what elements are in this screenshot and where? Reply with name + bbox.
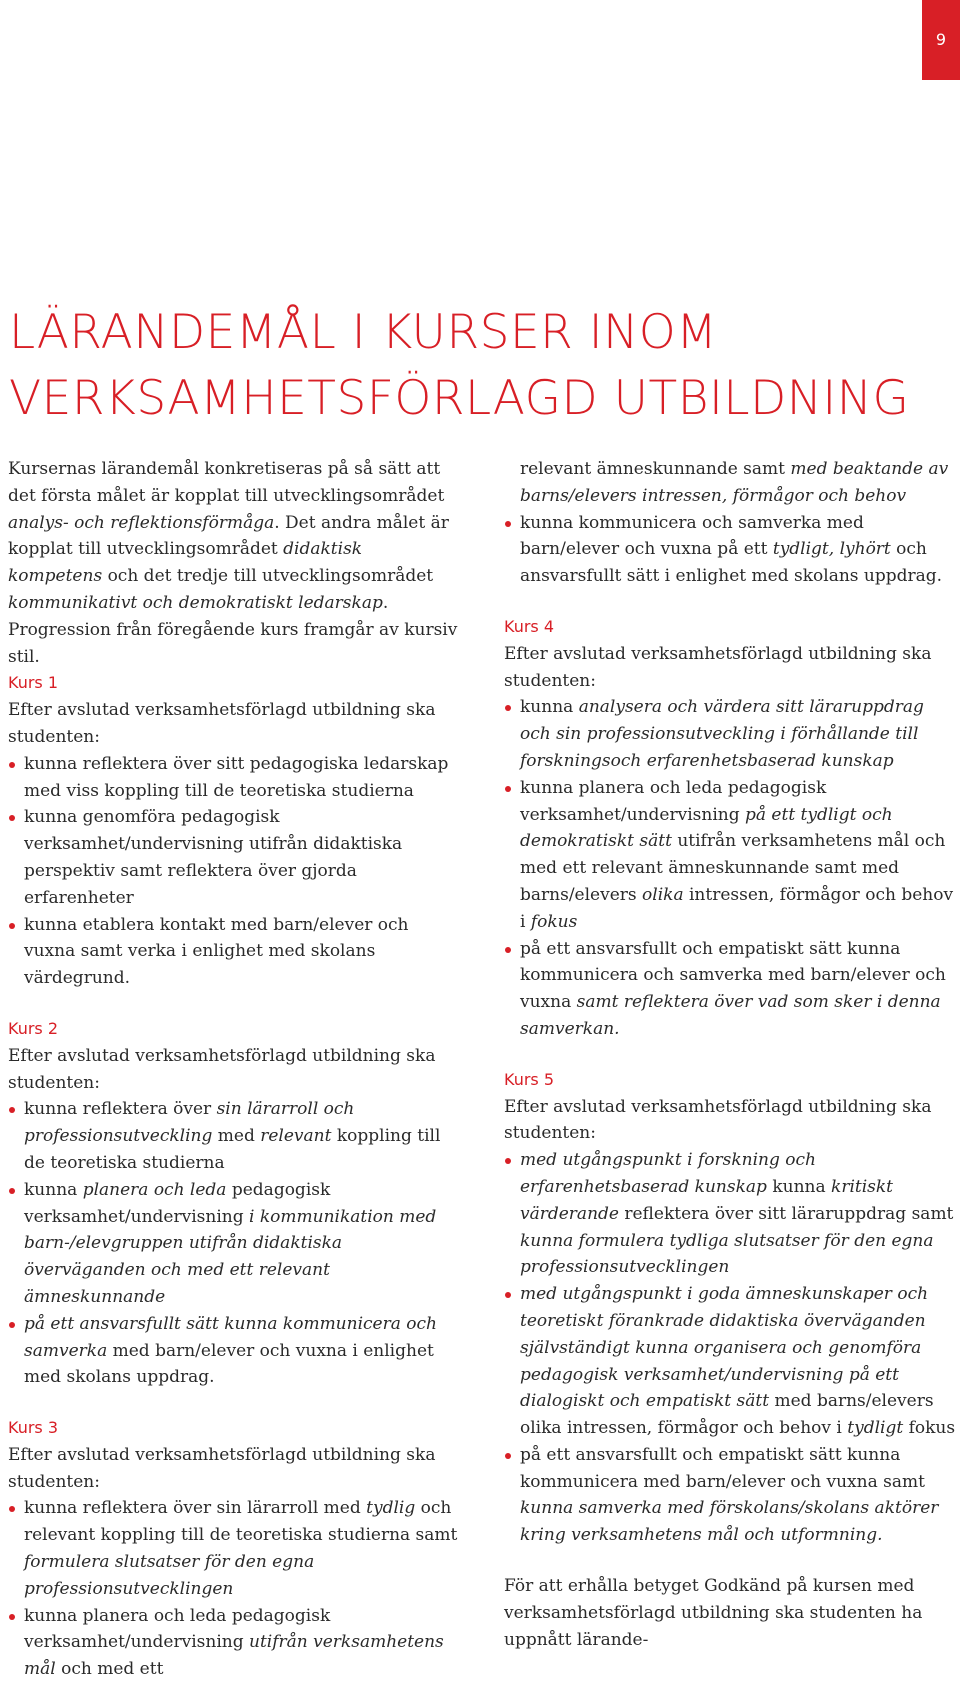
- text-run: kunna: [766, 1176, 832, 1197]
- page-number: 9: [935, 30, 947, 49]
- right-column: [504, 456, 956, 1653]
- italic-text-run: med utgångspunkt i forskning och erfarenhetsbaserad kunskap: [520, 1150, 816, 1197]
- italic-text-run: på ett tydligt och demokratiskt sätt: [520, 804, 893, 852]
- course-3-lead: Efter avslutad verksamhetsförlagd utbildning ska studenten:: [8, 1444, 436, 1492]
- goal-list-item: [8, 804, 460, 911]
- italic-text-run: analysera och värdera sitt läraruppdrag och sin professionsutveckling i förhållande till forskningsoch erfarenhetsbaserad kunskap: [520, 697, 924, 771]
- page-number-tab: [922, 0, 960, 80]
- text-run: Kursernas lärandemål konkretiseras på så sätt att det första målet är kopplat till utvecklingsområdet: [8, 459, 445, 506]
- text-run: koppling till de teoretiska studierna: [24, 1126, 441, 1173]
- italic-text-run: i kommunikation med barn-/elevgruppen utifrån didaktiska överväganden och med ett relevant ämneskunnande: [24, 1206, 437, 1307]
- course-5-lead: Efter avslutad verksamhetsförlagd utbildning ska studenten:: [504, 1096, 932, 1144]
- page-title-line-2: VERKSAMHETSFÖRLAGD UTBILDNING: [9, 371, 910, 426]
- text-run: och det tredje till utvecklingsområdet: [102, 566, 434, 587]
- course-3-continuation: [504, 456, 956, 590]
- text-run: pedagogisk verksamhet/undervisning: [24, 1179, 331, 1227]
- italic-text-run: formulera slutsatser för den egna professionsutvecklingen: [24, 1552, 315, 1599]
- course-3-heading: Kurs 3: [8, 1418, 59, 1438]
- italic-text-run: olika: [642, 884, 684, 905]
- course-1-section: [8, 670, 460, 992]
- text-run: kunna: [520, 697, 579, 718]
- text-run: fokus: [903, 1418, 956, 1439]
- course-2-heading: Kurs 2: [8, 1018, 59, 1038]
- italic-text-run: med utgångspunkt i goda ämneskunskaper och teoretiskt förankrade didaktiska överväganden självständigt kunna organisera och genomföra pedagogisk verksamhet/undervisning på ett dialogiskt och empatiskt sätt: [520, 1284, 929, 1412]
- italic-text-run: analys- och reflektionsförmåga: [8, 512, 275, 533]
- text-run: och relevant koppling till de teoretiska studierna samt: [24, 1498, 458, 1546]
- course-4-lead: Efter avslutad verksamhetsförlagd utbildning ska studenten:: [504, 643, 932, 691]
- text-run: . Progression från föregående kurs framgår av kursiv stil.: [8, 592, 458, 667]
- italic-text-run: kunna formulera tydliga slutsatser för den egna professionsutvecklingen: [520, 1230, 934, 1278]
- goal-list-item: [504, 510, 956, 590]
- course-3-continuation-text: [504, 456, 956, 510]
- italic-text-run: relevant: [260, 1126, 332, 1147]
- course-5-section: [504, 1067, 956, 1549]
- italic-text-run: kritiskt värderande: [520, 1176, 894, 1224]
- text-run: kunna genomföra pedagogisk verksamhet/undervisning utifrån didaktiska perspektiv samt reflektera över gjorda erfarenheter: [24, 807, 403, 908]
- italic-text-run: samt reflektera över vad som sker i denna samverkan.: [520, 992, 941, 1039]
- course-5-goals: [504, 1147, 956, 1549]
- text-run: på ett ansvarsfullt och empatiskt sätt kunna kommunicera och samverka med barn/elever och vuxna: [520, 938, 946, 1013]
- text-run: och med ett: [55, 1659, 164, 1680]
- italic-text-run: på ett ansvarsfullt sätt kunna kommunicera och samverka: [24, 1313, 437, 1361]
- text-run: och ansvarsfullt sätt i enlighet med skolans uppdrag.: [520, 539, 943, 587]
- goal-list-item: [504, 775, 956, 936]
- italic-text-run: sin lärarroll och professionsutveckling: [24, 1099, 355, 1147]
- course-3-section: [8, 1415, 460, 1683]
- course-4-section: [504, 614, 956, 1043]
- course-1-lead: Efter avslutad verksamhetsförlagd utbildning ska studenten:: [8, 700, 436, 747]
- text-run: på ett ansvarsfullt och empatiskt sätt kunna kommunicera med barn/elever och vuxna samt: [520, 1444, 925, 1492]
- italic-text-run: utifrån verksamhetens mål: [24, 1632, 444, 1680]
- text-run: utifrån verksamhetens mål och med ett relevant ämneskunnande samt med barns/elevers: [520, 831, 946, 905]
- course-4-goals: [504, 694, 956, 1042]
- text-run: kunna planera och leda pedagogisk verksamhet/undervisning: [24, 1605, 331, 1653]
- course-2-lead: Efter avslutad verksamhetsförlagd utbildning ska studenten:: [8, 1045, 436, 1093]
- text-run: med barn/elever och vuxna i enlighet med skolans uppdrag.: [24, 1340, 434, 1388]
- goal-list-item: [8, 1311, 460, 1391]
- text-run: kunna planera och leda pedagogisk verksamhet/undervisning: [520, 777, 827, 825]
- italic-text-run: kommunikativt och demokratiskt ledarskap: [8, 592, 383, 613]
- text-run: kunna reflektera över: [24, 1099, 217, 1120]
- text-run: kunna kommunicera och samverka med barn/elever och vuxna på ett: [520, 512, 864, 560]
- goal-list-item: [8, 751, 460, 805]
- course-4-heading: Kurs 4: [504, 616, 555, 636]
- left-column: [8, 456, 460, 1707]
- course-5-heading: Kurs 5: [504, 1069, 555, 1089]
- goal-list-item: [504, 1281, 956, 1442]
- italic-text-run: med beaktande av barns/elevers intressen, förmågor och behov: [520, 459, 949, 506]
- page-title-line-1: LÄRANDEMÅL I KURSER INOM: [9, 305, 718, 360]
- goal-list-item: [504, 936, 956, 1043]
- course-3-goals: [8, 1495, 460, 1683]
- italic-text-run: didaktisk kompetens: [8, 539, 363, 587]
- text-run: . Det andra målet är kopplat till utvecklingsområdet: [8, 512, 449, 560]
- text-run: kunna reflektera över sitt pedagogiska ledarskap med viss koppling till de teoretiska studierna: [24, 753, 449, 801]
- text-run: relevant ämneskunnande samt: [520, 459, 791, 479]
- goal-list-item: [504, 1147, 956, 1281]
- text-run: kunna: [24, 1179, 83, 1200]
- goal-list-item: [504, 694, 956, 774]
- course-2-section: [8, 1016, 460, 1391]
- text-run: med: [212, 1126, 261, 1147]
- course-1-heading: Kurs 1: [8, 673, 59, 693]
- text-run: kunna etablera kontakt med barn/elever och vuxna samt verka i enlighet med skolans värdegrund.: [24, 914, 409, 989]
- goal-list-item: [504, 1442, 956, 1549]
- text-run: med barns/elevers olika intressen, förmågor och behov i: [520, 1391, 934, 1439]
- course-1-goals: [8, 751, 460, 992]
- italic-text-run: kunna samverka med förskolans/skolans aktörer kring verksamhetens mål och utformning.: [520, 1498, 939, 1546]
- italic-text-run: tydligt: [847, 1418, 904, 1439]
- text-run: reflektera över sitt läraruppdrag samt: [618, 1203, 954, 1224]
- italic-text-run: planera och leda: [82, 1179, 227, 1200]
- italic-text-run: fokus: [530, 911, 578, 932]
- italic-text-run: tydlig: [366, 1498, 416, 1519]
- goal-list-item: [8, 1177, 460, 1311]
- goal-list-item: [8, 1096, 460, 1176]
- course-2-goals: [8, 1096, 460, 1391]
- closing-paragraph: För att erhålla betyget Godkänd på kursen med verksamhetsförlagd utbildning ska studenten ha uppnått lärande-: [504, 1576, 923, 1650]
- goal-list-item: [8, 1495, 460, 1602]
- page-title: [9, 300, 909, 432]
- goal-list-item: [8, 912, 460, 992]
- goal-list-item: [8, 1603, 460, 1683]
- italic-text-run: tydligt, lyhört: [772, 539, 891, 560]
- text-run: intressen, förmågor och behov i: [520, 884, 954, 932]
- text-run: kunna reflektera över sin lärarroll med: [24, 1498, 367, 1519]
- course-3-continuation-goals: [504, 510, 956, 590]
- intro-paragraph: [8, 456, 460, 670]
